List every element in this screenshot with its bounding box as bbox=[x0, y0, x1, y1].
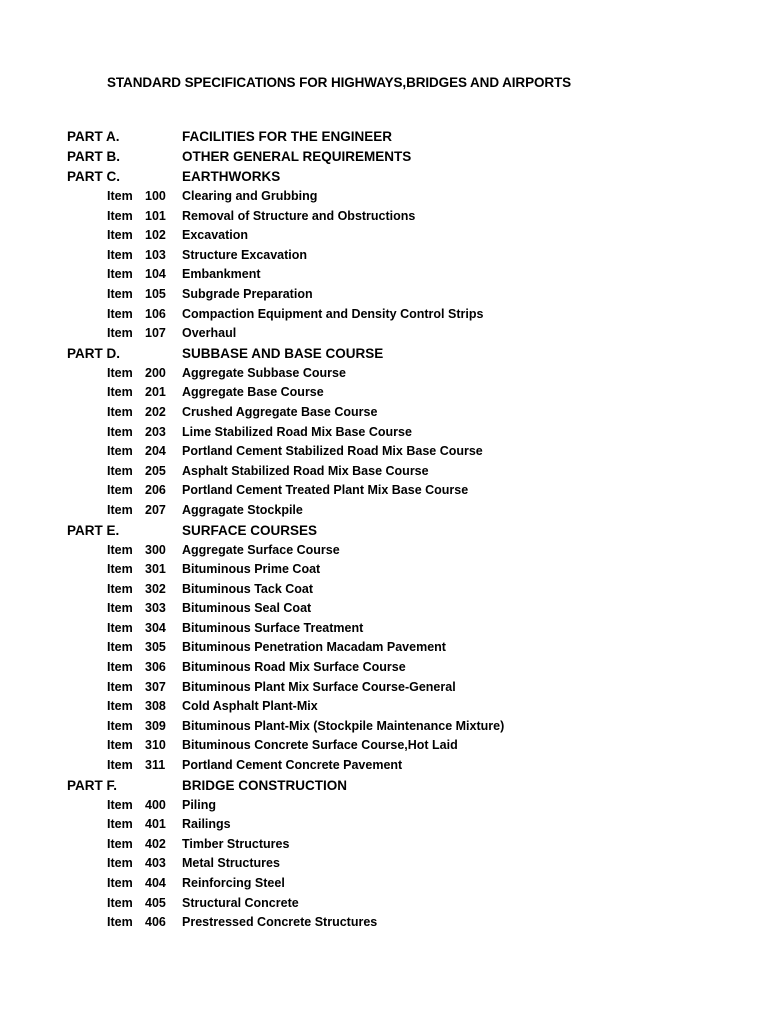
item-row bbox=[0, 658, 768, 678]
item-number: 404 bbox=[145, 876, 166, 890]
item-title: Cold Asphalt Plant-Mix bbox=[182, 699, 318, 714]
item-title: Structural Concrete bbox=[182, 895, 299, 910]
item-word: Item bbox=[107, 385, 133, 400]
part-heading bbox=[0, 776, 768, 796]
item-row bbox=[0, 364, 768, 384]
item-row bbox=[0, 226, 768, 246]
item-row bbox=[0, 717, 768, 737]
item-number: 103 bbox=[145, 247, 166, 262]
item-number: 302 bbox=[145, 581, 166, 596]
item-title: Removal of Structure and Obstructions bbox=[182, 208, 416, 223]
item-number: 202 bbox=[145, 404, 166, 419]
item-title: Bituminous Seal Coat bbox=[182, 601, 312, 616]
item-row bbox=[0, 913, 768, 933]
item-title: Embankment bbox=[182, 267, 261, 282]
item-word: Item bbox=[107, 836, 133, 851]
item-word: Item bbox=[107, 601, 133, 616]
item-word: Item bbox=[107, 699, 133, 714]
item-row bbox=[0, 815, 768, 835]
item-number: 300 bbox=[145, 542, 166, 557]
part-title: EARTHWORKS bbox=[182, 169, 281, 184]
item-number: 207 bbox=[145, 502, 166, 517]
part-label: PART E. bbox=[67, 522, 120, 538]
item-row bbox=[0, 187, 768, 207]
part-label: PART C. bbox=[67, 169, 120, 184]
part-heading bbox=[0, 127, 768, 147]
item-row bbox=[0, 403, 768, 423]
item-word: Item bbox=[107, 267, 133, 282]
item-word: Item bbox=[107, 562, 133, 577]
item-number: 201 bbox=[145, 385, 166, 400]
item-number: 107 bbox=[145, 326, 166, 341]
item-title: Bituminous Tack Coat bbox=[182, 581, 314, 596]
item-word: Item bbox=[107, 463, 133, 478]
item-number: 309 bbox=[145, 718, 166, 733]
item-title: Metal Structures bbox=[182, 856, 280, 871]
item-title: Portland Cement Stabilized Road Mix Base Course bbox=[182, 444, 483, 459]
item-row bbox=[0, 580, 768, 600]
item-title: Aggregate Surface Course bbox=[182, 542, 340, 557]
item-number: 405 bbox=[145, 895, 166, 910]
table-of-contents bbox=[0, 127, 768, 933]
item-number: 200 bbox=[145, 365, 166, 380]
item-word: Item bbox=[107, 424, 133, 439]
item-row bbox=[0, 305, 768, 325]
item-word: Item bbox=[107, 660, 133, 675]
item-word: Item bbox=[107, 208, 133, 223]
item-title: Bituminous Penetration Macadam Pavement bbox=[182, 640, 446, 655]
item-word: Item bbox=[107, 306, 133, 321]
item-word: Item bbox=[107, 718, 133, 733]
item-row bbox=[0, 894, 768, 914]
item-number: 203 bbox=[145, 424, 166, 439]
item-number: 304 bbox=[145, 620, 166, 635]
item-number: 401 bbox=[145, 817, 166, 832]
item-row bbox=[0, 383, 768, 403]
item-title: Subgrade Preparation bbox=[182, 286, 313, 301]
item-number: 306 bbox=[145, 660, 166, 675]
item-row bbox=[0, 874, 768, 894]
item-row bbox=[0, 560, 768, 580]
item-row bbox=[0, 756, 768, 776]
item-row bbox=[0, 442, 768, 462]
item-row bbox=[0, 638, 768, 658]
item-word: Item bbox=[107, 640, 133, 655]
item-title: Structure Excavation bbox=[182, 247, 308, 262]
item-row bbox=[0, 324, 768, 344]
item-row bbox=[0, 697, 768, 717]
item-word: Item bbox=[107, 581, 133, 596]
item-row bbox=[0, 423, 768, 443]
item-row bbox=[0, 619, 768, 639]
item-title: Railings bbox=[182, 817, 231, 832]
item-row bbox=[0, 796, 768, 816]
item-row bbox=[0, 285, 768, 305]
part-label: PART F. bbox=[67, 777, 117, 793]
item-word: Item bbox=[107, 502, 133, 517]
item-title: Bituminous Prime Coat bbox=[182, 562, 321, 577]
part-label: PART D. bbox=[67, 345, 120, 361]
item-number: 205 bbox=[145, 463, 166, 478]
item-title: Asphalt Stabilized Road Mix Base Course bbox=[182, 463, 429, 478]
item-number: 104 bbox=[145, 267, 166, 282]
item-title: Excavation bbox=[182, 228, 249, 243]
item-word: Item bbox=[107, 876, 133, 890]
item-row bbox=[0, 678, 768, 698]
item-word: Item bbox=[107, 189, 133, 203]
item-number: 301 bbox=[145, 562, 166, 577]
item-number: 101 bbox=[145, 208, 166, 223]
item-title: Lime Stabilized Road Mix Base Course bbox=[182, 424, 412, 439]
item-title: Reinforcing Steel bbox=[182, 876, 285, 890]
item-word: Item bbox=[107, 483, 133, 498]
part-heading bbox=[0, 521, 768, 541]
item-title: Portland Cement Concrete Pavement bbox=[182, 758, 403, 773]
item-word: Item bbox=[107, 797, 133, 812]
item-word: Item bbox=[107, 228, 133, 243]
item-title: Bituminous Plant Mix Surface Course-General bbox=[182, 679, 456, 694]
item-word: Item bbox=[107, 738, 133, 753]
item-word: Item bbox=[107, 365, 133, 380]
item-row bbox=[0, 207, 768, 227]
item-row bbox=[0, 854, 768, 874]
item-word: Item bbox=[107, 915, 133, 930]
item-title: Bituminous Plant-Mix (Stockpile Maintenance Mixture) bbox=[182, 718, 505, 733]
item-number: 105 bbox=[145, 286, 166, 301]
item-number: 303 bbox=[145, 601, 166, 616]
item-number: 308 bbox=[145, 699, 166, 714]
item-row bbox=[0, 501, 768, 521]
item-title: Aggregate Subbase Course bbox=[182, 365, 346, 380]
part-heading bbox=[0, 167, 768, 187]
item-title: Piling bbox=[182, 797, 217, 812]
item-number: 106 bbox=[145, 306, 166, 321]
item-number: 100 bbox=[145, 189, 166, 203]
item-number: 102 bbox=[145, 228, 166, 243]
item-row bbox=[0, 835, 768, 855]
item-word: Item bbox=[107, 620, 133, 635]
item-title: Timber Structures bbox=[182, 836, 290, 851]
item-word: Item bbox=[107, 542, 133, 557]
item-word: Item bbox=[107, 758, 133, 773]
part-heading bbox=[0, 344, 768, 364]
part-title: OTHER GENERAL REQUIREMENTS bbox=[182, 149, 412, 164]
item-word: Item bbox=[107, 895, 133, 910]
item-row bbox=[0, 736, 768, 756]
document-title: STANDARD SPECIFICATIONS FOR HIGHWAYS,BRIDGES AND AIRPORTS bbox=[107, 75, 572, 90]
item-word: Item bbox=[107, 247, 133, 262]
item-number: 307 bbox=[145, 679, 166, 694]
item-word: Item bbox=[107, 679, 133, 694]
item-word: Item bbox=[107, 404, 133, 419]
item-title: Compaction Equipment and Density Control Strips bbox=[182, 306, 484, 321]
item-number: 400 bbox=[145, 797, 166, 812]
part-heading bbox=[0, 147, 768, 167]
item-row bbox=[0, 481, 768, 501]
item-number: 204 bbox=[145, 444, 166, 459]
part-title: SUBBASE AND BASE COURSE bbox=[182, 345, 384, 361]
item-number: 311 bbox=[145, 758, 166, 773]
item-number: 310 bbox=[145, 738, 166, 753]
item-title: Portland Cement Treated Plant Mix Base Course bbox=[182, 483, 469, 498]
part-title: SURFACE COURSES bbox=[182, 522, 318, 538]
item-word: Item bbox=[107, 817, 133, 832]
part-title: FACILITIES FOR THE ENGINEER bbox=[182, 129, 393, 144]
part-title: BRIDGE CONSTRUCTION bbox=[182, 777, 347, 793]
item-word: Item bbox=[107, 326, 133, 341]
part-label: PART B. bbox=[67, 149, 120, 164]
item-title: Aggragate Stockpile bbox=[182, 502, 303, 517]
item-title: Bituminous Road Mix Surface Course bbox=[182, 660, 406, 675]
item-row bbox=[0, 462, 768, 482]
item-title: Bituminous Concrete Surface Course,Hot Laid bbox=[182, 738, 458, 753]
item-title: Aggregate Base Course bbox=[182, 385, 324, 400]
item-row bbox=[0, 541, 768, 561]
item-row bbox=[0, 265, 768, 285]
item-row bbox=[0, 246, 768, 266]
item-word: Item bbox=[107, 286, 133, 301]
item-word: Item bbox=[107, 444, 133, 459]
part-label: PART A. bbox=[67, 129, 120, 144]
item-word: Item bbox=[107, 856, 133, 871]
item-title: Clearing and Grubbing bbox=[182, 189, 318, 203]
item-title: Overhaul bbox=[182, 326, 237, 341]
item-number: 406 bbox=[145, 915, 166, 930]
item-number: 402 bbox=[145, 836, 166, 851]
item-title: Prestressed Concrete Structures bbox=[182, 915, 378, 930]
item-title: Bituminous Surface Treatment bbox=[182, 620, 364, 635]
item-row bbox=[0, 599, 768, 619]
item-number: 305 bbox=[145, 640, 166, 655]
item-number: 403 bbox=[145, 856, 166, 871]
item-title: Crushed Aggregate Base Course bbox=[182, 404, 378, 419]
item-number: 206 bbox=[145, 483, 166, 498]
